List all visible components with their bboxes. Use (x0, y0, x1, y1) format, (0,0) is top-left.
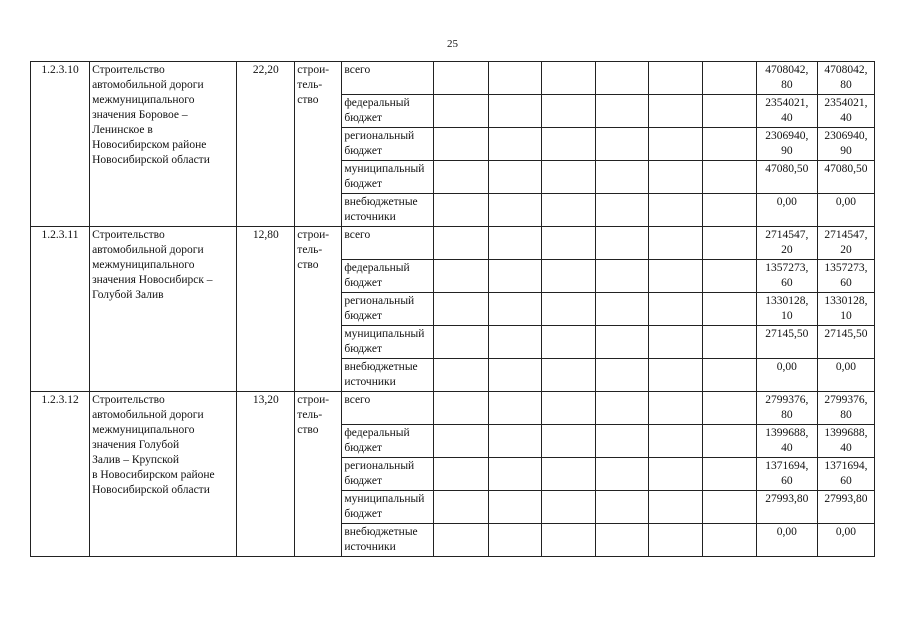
empty-cell (541, 194, 595, 227)
empty-cell (595, 128, 648, 161)
empty-cell (541, 227, 595, 260)
empty-cell (595, 392, 648, 425)
total-cell: 2799376, 80 (817, 392, 874, 425)
empty-cell (488, 95, 541, 128)
project-length: 22,20 (237, 62, 295, 227)
empty-cell (648, 260, 702, 293)
empty-cell (434, 128, 488, 161)
empty-cell (434, 227, 488, 260)
empty-cell (434, 491, 488, 524)
empty-cell (648, 392, 702, 425)
project-type: строи- тель- ство (295, 227, 342, 392)
value-cell: 1357273, 60 (756, 260, 817, 293)
funding-source: внебюджетные источники (342, 359, 434, 392)
empty-cell (595, 161, 648, 194)
funding-table (30, 61, 875, 557)
empty-cell (434, 194, 488, 227)
value-cell: 0,00 (756, 524, 817, 557)
empty-cell (648, 62, 702, 95)
value-cell: 1330128, 10 (756, 293, 817, 326)
empty-cell (434, 392, 488, 425)
funding-source: региональный бюджет (342, 293, 434, 326)
value-cell: 47080,50 (756, 161, 817, 194)
total-cell: 1371694, 60 (817, 458, 874, 491)
project-code: 1.2.3.10 (31, 62, 90, 227)
empty-cell (434, 458, 488, 491)
project-length: 12,80 (237, 227, 295, 392)
value-cell: 4708042, 80 (756, 62, 817, 95)
empty-cell (434, 326, 488, 359)
empty-cell (648, 293, 702, 326)
empty-cell (434, 161, 488, 194)
empty-cell (488, 62, 541, 95)
empty-cell (434, 359, 488, 392)
project-name: Строительство автомобильной дороги межмуниципального значения Новосибирск – Голубой Залив (90, 227, 237, 392)
empty-cell (488, 491, 541, 524)
funding-source: федеральный бюджет (342, 425, 434, 458)
empty-cell (488, 359, 541, 392)
total-cell: 4708042, 80 (817, 62, 874, 95)
value-cell: 2799376, 80 (756, 392, 817, 425)
empty-cell (595, 260, 648, 293)
funding-source: федеральный бюджет (342, 95, 434, 128)
empty-cell (702, 524, 756, 557)
funding-source: внебюджетные источники (342, 524, 434, 557)
empty-cell (702, 95, 756, 128)
total-cell: 27993,80 (817, 491, 874, 524)
total-cell: 2306940, 90 (817, 128, 874, 161)
value-cell: 27145,50 (756, 326, 817, 359)
empty-cell (488, 458, 541, 491)
project-type: строи- тель- ство (295, 392, 342, 557)
empty-cell (541, 392, 595, 425)
empty-cell (648, 458, 702, 491)
empty-cell (488, 293, 541, 326)
empty-cell (648, 359, 702, 392)
empty-cell (702, 293, 756, 326)
empty-cell (595, 194, 648, 227)
empty-cell (541, 524, 595, 557)
empty-cell (702, 128, 756, 161)
empty-cell (541, 161, 595, 194)
value-cell: 2306940, 90 (756, 128, 817, 161)
empty-cell (702, 194, 756, 227)
value-cell: 0,00 (756, 194, 817, 227)
empty-cell (434, 95, 488, 128)
total-cell: 1399688, 40 (817, 425, 874, 458)
empty-cell (434, 293, 488, 326)
empty-cell (541, 62, 595, 95)
empty-cell (434, 260, 488, 293)
empty-cell (702, 227, 756, 260)
total-cell: 0,00 (817, 524, 874, 557)
empty-cell (648, 95, 702, 128)
empty-cell (702, 392, 756, 425)
empty-cell (541, 293, 595, 326)
empty-cell (595, 227, 648, 260)
page-number: 25 (447, 38, 458, 50)
empty-cell (488, 194, 541, 227)
empty-cell (702, 62, 756, 95)
empty-cell (648, 161, 702, 194)
value-cell: 2714547, 20 (756, 227, 817, 260)
empty-cell (541, 95, 595, 128)
empty-cell (702, 491, 756, 524)
value-cell: 2354021, 40 (756, 95, 817, 128)
empty-cell (488, 227, 541, 260)
empty-cell (648, 425, 702, 458)
empty-cell (702, 425, 756, 458)
funding-source: региональный бюджет (342, 458, 434, 491)
empty-cell (595, 62, 648, 95)
value-cell: 0,00 (756, 359, 817, 392)
total-cell: 0,00 (817, 359, 874, 392)
empty-cell (541, 260, 595, 293)
empty-cell (434, 425, 488, 458)
funding-source: всего (342, 62, 434, 95)
empty-cell (488, 524, 541, 557)
empty-cell (541, 458, 595, 491)
empty-cell (595, 95, 648, 128)
empty-cell (434, 524, 488, 557)
value-cell: 1399688, 40 (756, 425, 817, 458)
project-code: 1.2.3.12 (31, 392, 90, 557)
empty-cell (702, 359, 756, 392)
total-cell: 1330128, 10 (817, 293, 874, 326)
empty-cell (434, 62, 488, 95)
value-cell: 1371694, 60 (756, 458, 817, 491)
empty-cell (488, 161, 541, 194)
funding-source: всего (342, 227, 434, 260)
empty-cell (702, 161, 756, 194)
empty-cell (648, 128, 702, 161)
project-length: 13,20 (237, 392, 295, 557)
empty-cell (541, 491, 595, 524)
empty-cell (541, 359, 595, 392)
project-name: Строительство автомобильной дороги межмуниципального значения Голубой Залив – Крупской в Новосибирском районе Новосибирской области (90, 392, 237, 557)
total-cell: 0,00 (817, 194, 874, 227)
total-cell: 1357273, 60 (817, 260, 874, 293)
empty-cell (541, 128, 595, 161)
total-cell: 2354021, 40 (817, 95, 874, 128)
table-row (31, 62, 875, 95)
table-row (31, 392, 875, 425)
empty-cell (702, 260, 756, 293)
empty-cell (648, 194, 702, 227)
funding-source: всего (342, 392, 434, 425)
empty-cell (488, 260, 541, 293)
empty-cell (488, 326, 541, 359)
empty-cell (595, 359, 648, 392)
table-row (31, 227, 875, 260)
empty-cell (595, 458, 648, 491)
total-cell: 27145,50 (817, 326, 874, 359)
funding-source: федеральный бюджет (342, 260, 434, 293)
empty-cell (488, 128, 541, 161)
project-type: строи- тель- ство (295, 62, 342, 227)
empty-cell (648, 524, 702, 557)
empty-cell (595, 293, 648, 326)
empty-cell (702, 458, 756, 491)
total-cell: 47080,50 (817, 161, 874, 194)
funding-source: внебюджетные источники (342, 194, 434, 227)
project-code: 1.2.3.11 (31, 227, 90, 392)
empty-cell (595, 524, 648, 557)
funding-source: муниципальный бюджет (342, 491, 434, 524)
empty-cell (595, 491, 648, 524)
total-cell: 2714547, 20 (817, 227, 874, 260)
empty-cell (541, 425, 595, 458)
empty-cell (595, 425, 648, 458)
empty-cell (488, 425, 541, 458)
empty-cell (648, 491, 702, 524)
empty-cell (648, 326, 702, 359)
value-cell: 27993,80 (756, 491, 817, 524)
empty-cell (702, 326, 756, 359)
project-name: Строительство автомобильной дороги межмуниципального значения Боровое – Ленинское в Новосибирском районе Новосибирской области (90, 62, 237, 227)
funding-source: муниципальный бюджет (342, 326, 434, 359)
empty-cell (648, 227, 702, 260)
funding-source: муниципальный бюджет (342, 161, 434, 194)
funding-source: региональный бюджет (342, 128, 434, 161)
empty-cell (541, 326, 595, 359)
empty-cell (488, 392, 541, 425)
empty-cell (595, 326, 648, 359)
